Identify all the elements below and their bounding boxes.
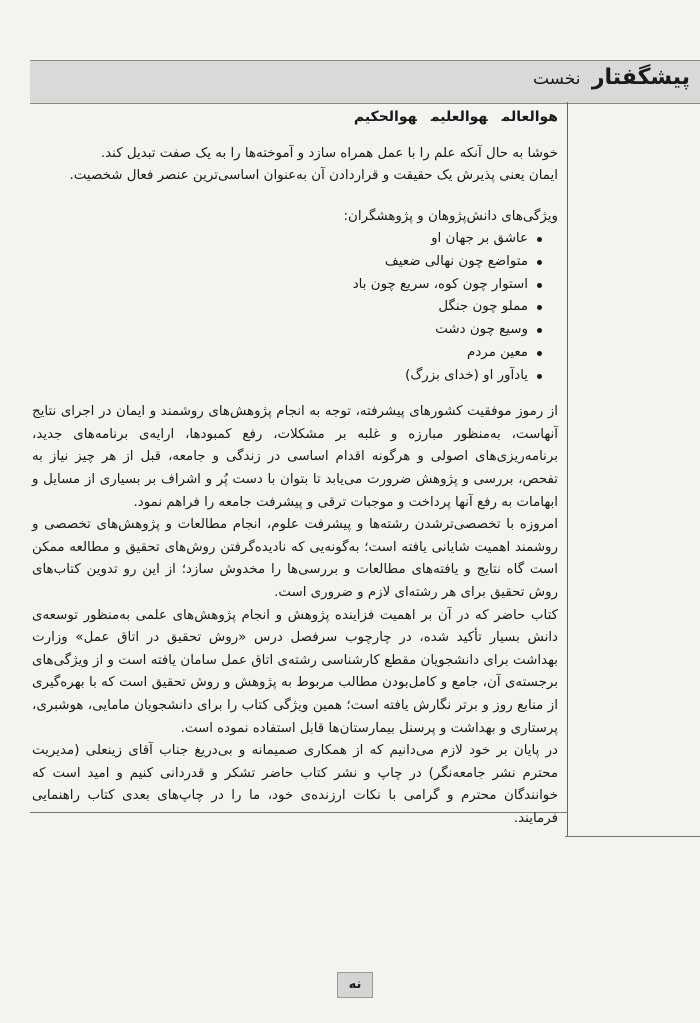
- chapter-title: [533, 65, 690, 90]
- list-item: مملو چون جنگل: [32, 296, 542, 319]
- list-item: یادآور او (خدای بزرگ): [32, 365, 542, 388]
- invocation-1: هوالعالم: [501, 109, 558, 125]
- list-item: استوار چون کوه، سریع چون باد: [32, 274, 542, 297]
- list-item: عاشق بر جهان او: [32, 228, 542, 251]
- invocation: [32, 106, 558, 129]
- paragraph-4: در پایان بر خود لازم می‌دانیم که از همکاری صمیمانه و بی‌دریغ جناب آقای زینعلی (مدیریت محترم نشر جامعه‌نگر) در چاپ و نشر کتاب حاضر تشکر و قدردانی کنیم و امید است که خوانندگان محترم و گرامی با نکات ارزنده‌ی خود، ما را در چاپ‌های بعدی کتاب راهنمایی فرمایند.: [32, 743, 558, 826]
- features-list: [32, 228, 558, 387]
- paragraph-2: امروزه با تخصصی‌ترشدن رشته‌ها و پیشرفت علوم، انجام مطالعات و پژوهش‌های تخصصی و روشمند اهمیت شایانی یافته است؛ به‌گونه‌یی که نادیده‌گرفتن روش‌های تحقیق و مطالعه ممکن است گاه نتایج و یافته‌های مطالعات و بررسی‌ها را مخدوش سازد؛ از این رو تدوین کتاب‌های روش تحقیق برای هر رشته‌ای لازم و ضروری است.: [32, 517, 558, 601]
- list-item: وسیع چون دشت: [32, 319, 542, 342]
- intro-quote: [32, 143, 558, 188]
- chapter-title-main: پیشگفتار: [591, 65, 690, 90]
- list-item: متواضع چون نهالی ضعیف: [32, 251, 542, 274]
- list-item: معین مردم: [32, 342, 542, 365]
- chapter-title-sub: نخست: [532, 69, 581, 89]
- features-title: ویژگی‌های دانش‌پژوهان و پژوهشگران:: [343, 208, 558, 224]
- body-text: [32, 104, 558, 831]
- bottom-rule-margin: [565, 836, 700, 837]
- margin-rule: [567, 102, 568, 837]
- paragraph-1: از رموز موفقیت کشورهای پیشرفته، توجه به انجام پژوهش‌های روشمند و ایمان در اجرای نتایج آنهاست، به‌منظور مبارزه و غلبه بر مشکلات، رفع کمبودها، ارایه‌ی برنامه‌های جدید، برنامه‌ریزی‌های اصولی و هرگونه اقدام اساسی در زندگی و جامعه، قبل از هر چیز نیاز به تفحص، بررسی و پژوهش ضرورت می‌یابد تا بتوان با دست پُر و اشراف بر بسیاری از مسایل و ابهامات به رفع آنها پرداخت و موجبات ترقی و پیشرفت جامعه را فراهم نمود.: [32, 404, 558, 510]
- chapter-header: [30, 60, 700, 104]
- intro-line-2: ایمان یعنی پذیرش یک حقیقت و قراردادن آن به‌عنوان اساسی‌ترین عنصر فعال شخصیت.: [69, 168, 558, 184]
- invocation-3: هوالحکیم: [353, 109, 417, 125]
- page-number: نه: [337, 972, 373, 998]
- paragraph-3: کتاب حاضر که در آن بر اهمیت فزاینده پژوهش و انجام پژوهش‌های علمی به‌منظور توسعه‌ی دانش بسیار تأکید شده، در چارچوب سرفصل درس «روش تحقیق در اتاق عمل» وزارت بهداشت برای دانشجویان مقطع کارشناسی رشته‌ی اتاق عمل سامان یافته است و از ویژگی‌های برجسته‌ی آن، جامع و کامل‌بودن مطالب مربوط به پژوهش و روش تحقیق است که با بهره‌گیری از منابع روز و برتر نگارش یافته است؛ همین ویژگی کتاب را برای دانشجویان مامایی، هوشبری، پرستاری و بهداشت و پرسنل بیمارستان‌ها قابل استفاده نموده است.: [32, 607, 558, 736]
- intro-line-1: خوشا به حال آنکه علم را با عمل همراه سازد و آموخته‌ها را به یک صفت تبدیل کند.: [100, 145, 558, 161]
- invocation-2: هوالعلیم: [430, 109, 488, 125]
